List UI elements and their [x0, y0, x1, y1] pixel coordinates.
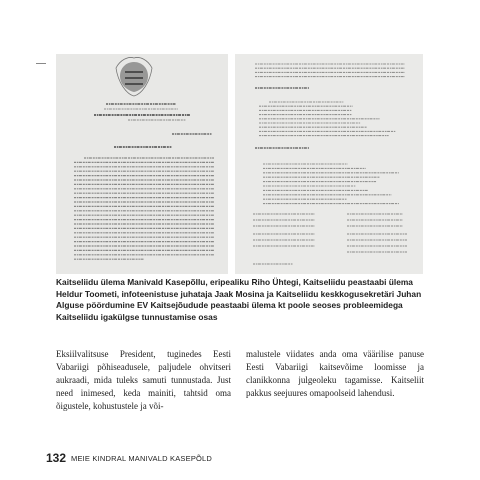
crop-mark [36, 63, 46, 64]
running-title: MEIE KINDRAL MANIVALD KASEPÕLD [71, 454, 213, 463]
document-scan-left [56, 54, 228, 274]
page-number: 132 [46, 451, 67, 465]
document-scan-right [235, 54, 423, 274]
typed-letter-scan-page-two [235, 54, 423, 274]
body-text-column-left: Eksiilvalitsuse President, tuginedes Eesti Vabariigi põhiseadusele, paljudele ohvitseri aukraadi, mida tuleks samuti tunnustada. Just need inimesed, keda mainiti, tahtsid oma õigustele, kohustustele ja või- [56, 349, 231, 411]
typed-letter-scan [56, 54, 228, 274]
body-text-column-right: malustele viidates anda oma väärilise panuse Eesti Vabariigi kaitsevõime loomisse ja clanikkonna julgeoleku tagamisse. Kaitseliit pakkus seejuures omapoolseid lahendusi. [246, 349, 424, 398]
figure-caption: Kaitseliidu ülema Manivald Kasepõllu, eripealiku Riho Ühtegi, Kaitseliidu peastaabi ülema Heldur Toometi, infoteenistuse juhataja Jaak Mosina ja Kaitseliidu keskkogusekretäri Juhan Alguse pöördumine EV Kaitsejõudude peastaabi ülema kt poole seoses probleemidega Kaitseliidu igakülgse tunnustamise osas [56, 277, 422, 322]
